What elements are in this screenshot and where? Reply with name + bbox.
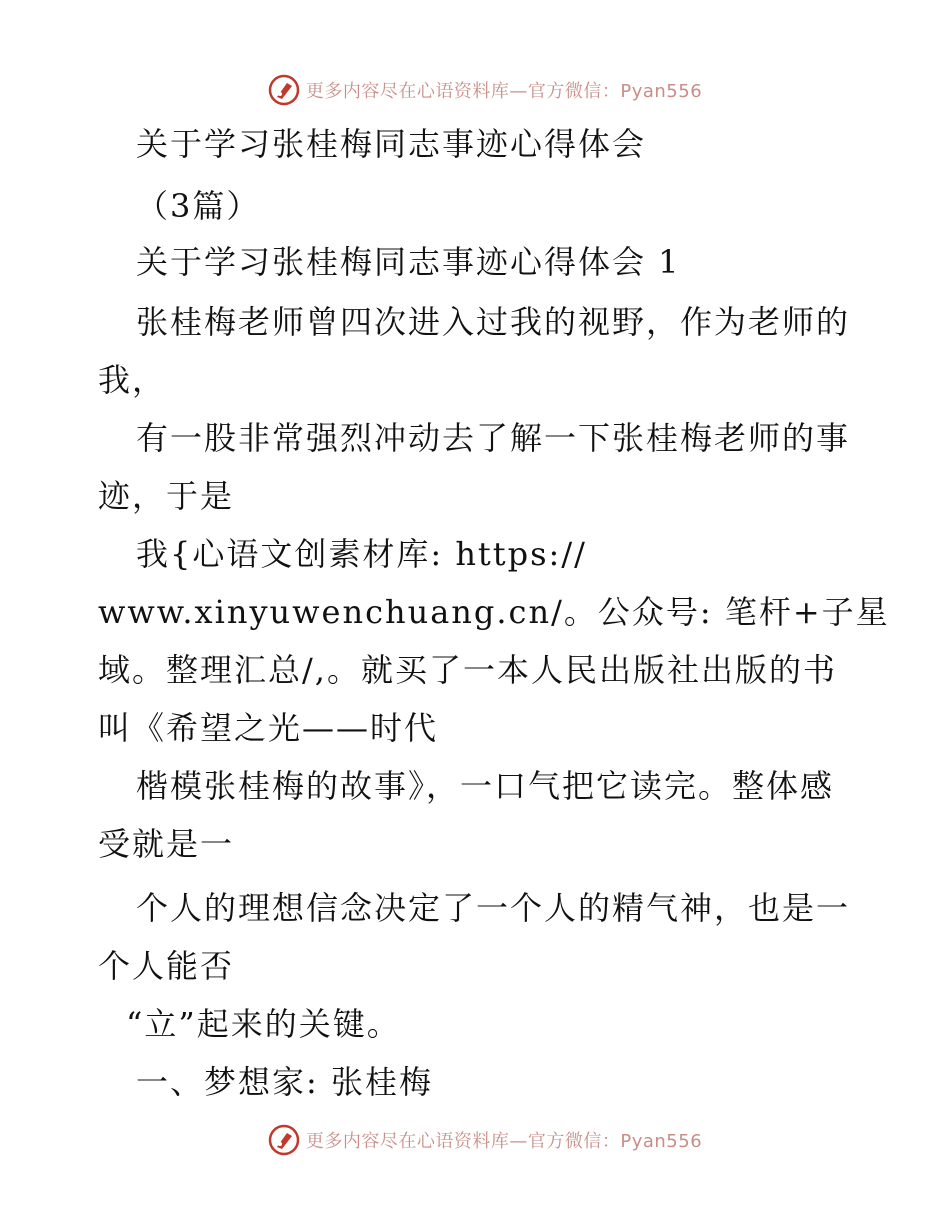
body-line: 迹，于是	[98, 477, 235, 515]
body-line: “立”起来的关键。	[126, 1005, 401, 1043]
document-subtitle: （3篇）	[136, 187, 261, 225]
watermark-text: 更多内容尽在心语资料库—官方微信：Pyan556	[305, 81, 703, 102]
pen-nib-logo-icon	[268, 1124, 300, 1156]
subsection-heading: 一、梦想家: 张桂梅	[136, 1063, 433, 1101]
body-line: 个人的理想信念决定了一个人的精气神，也是一	[136, 889, 851, 927]
watermark-text: 更多内容尽在心语资料库—官方微信：Pyan556	[305, 1131, 703, 1152]
body-line: 个人能否	[98, 947, 235, 985]
footer-watermark	[0, 1120, 950, 1160]
body-line: 域。整理汇总/,。就买了一本人民出版社出版的书	[98, 651, 837, 689]
document-title: 关于学习张桂梅同志事迹心得体会	[136, 125, 647, 163]
footer-watermark-inner	[248, 1124, 702, 1156]
body-line: www.xinyuwenchuang.cn/。公众号: 笔杆+子星	[98, 593, 890, 631]
section-heading: 关于学习张桂梅同志事迹心得体会 1	[136, 243, 681, 281]
body-line: 有一股非常强烈冲动去了解一下张桂梅老师的事	[136, 419, 851, 457]
body-line: 我{心语文创素材库: https://	[136, 535, 587, 573]
body-line: 受就是一	[98, 825, 235, 863]
body-line: 叫《希望之光——时代	[98, 709, 439, 747]
body-line: 楷模张桂梅的故事》，一口气把它读完。整体感	[136, 767, 835, 805]
body-line: 张桂梅老师曾四次进入过我的视野，作为老师的	[136, 303, 851, 341]
body-line: 我，	[98, 361, 167, 399]
